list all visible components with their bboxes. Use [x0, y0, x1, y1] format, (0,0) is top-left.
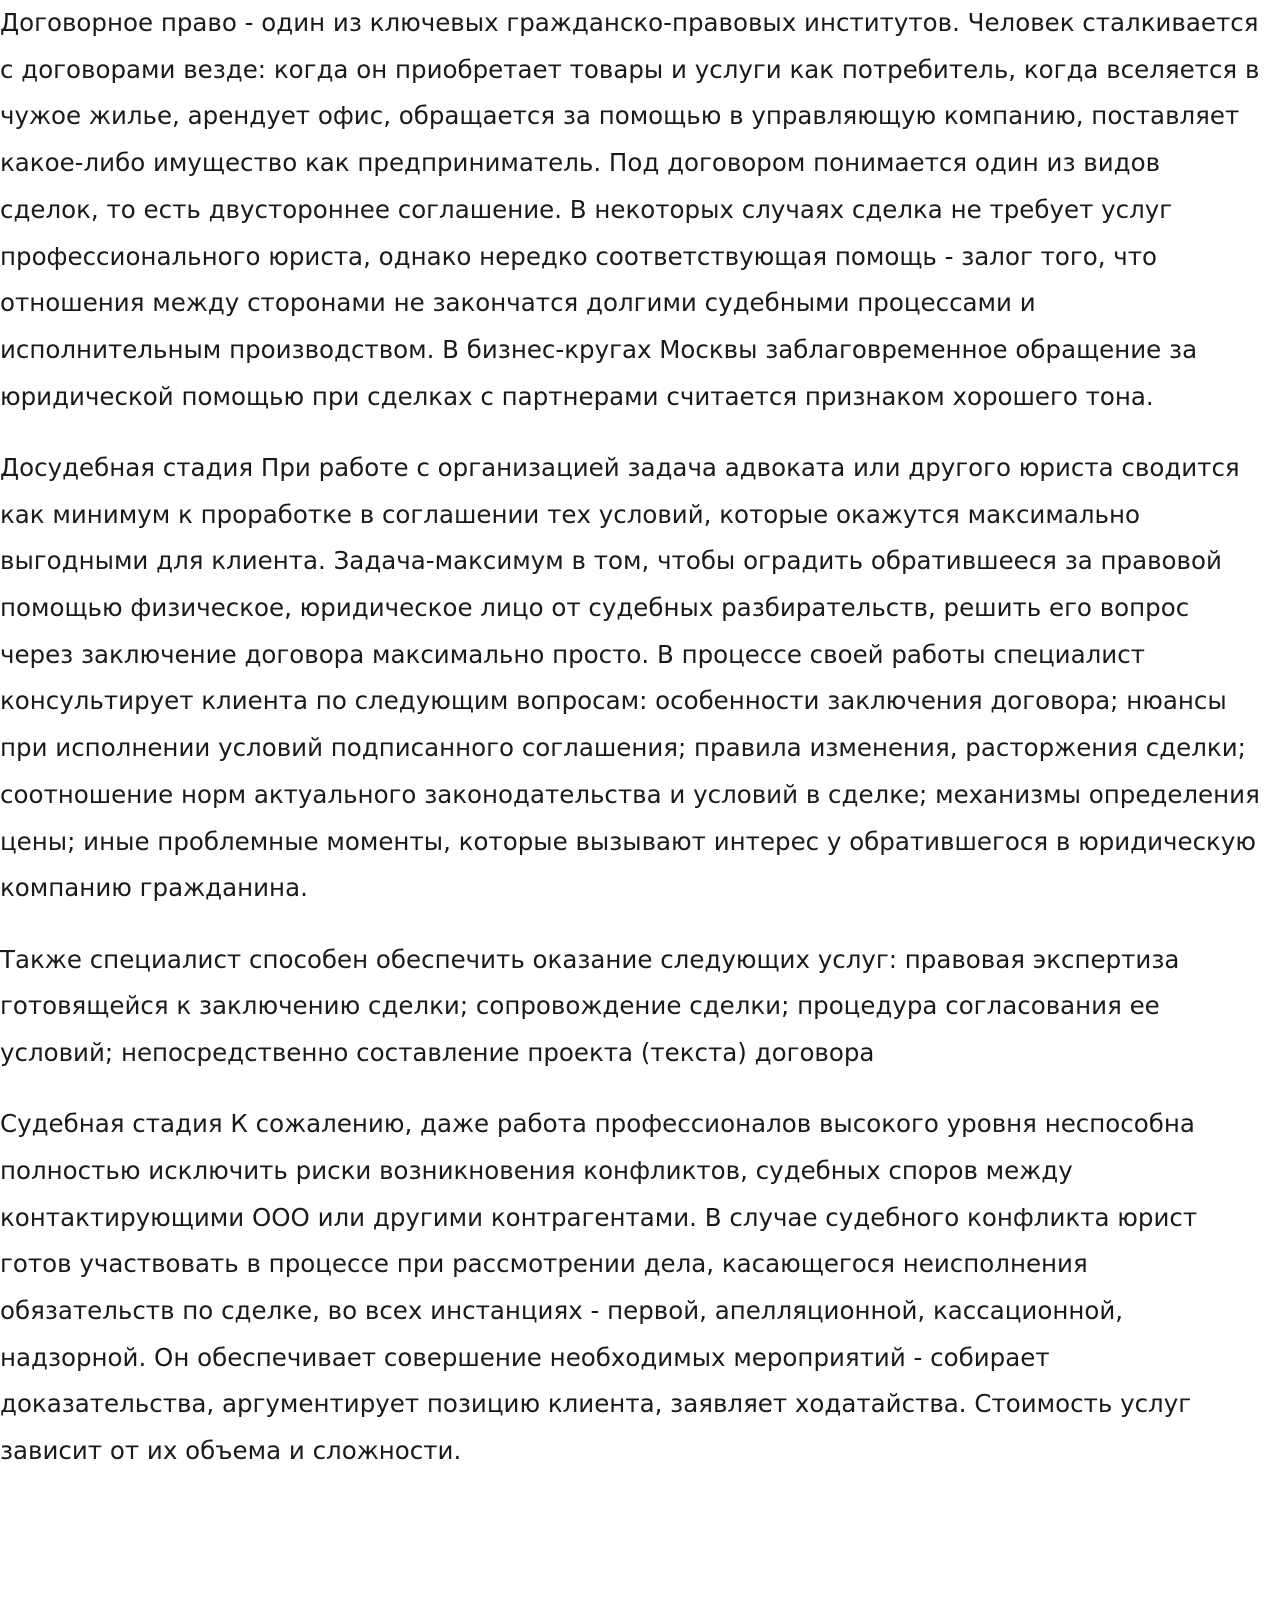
paragraph-contract-law-intro: Договорное право - один из ключевых гражданско-правовых институтов. Человек сталкивается с договорами везде: когда он приобретает товары и услуги как потребитель, когда вселяется в чужое жилье, арендует офис, обращается за помощью в управляющую компанию, поставляет какое-либо имущество как предприниматель. Под договором понимается один из видов сделок, то есть двустороннее соглашение. В некоторых случаях сделка не требует услуг профессионального юриста, однако нередко соответствующая помощь - залог того, что отношения между сторонами не закончатся долгими судебными процессами и исполнительным производством. В бизнес-кругах Москвы заблаговременное обращение за юридической помощью при сделках с партнерами считается признаком хорошего тона. — [0, 8, 1260, 411]
paragraph-pretrial-stage: Досудебная стадия При работе с организацией задача адвоката или другого юриста сводится как минимум к проработке в соглашении тех условий, которые окажутся максимально выгодными для клиента. Задача-максимум в том, чтобы оградить обратившееся за правовой помощью физическое, юридическое лицо от судебных разбирательств, решить его вопрос через заключение договора максимально просто. В процессе своей работы специалист консультирует клиента по следующим вопросам: особенности заключения договора; нюансы при исполнении условий подписанного соглашения; правила изменения, расторжения сделки; соотношение норм актуального законодательства и условий в сделке; механизмы определения цены; иные проблемные моменты, которые вызывают интерес у обратившегося в юридическую компанию гражданина. — [0, 452, 1260, 903]
paragraph-additional-services: Также специалист способен обеспечить оказание следующих услуг: правовая экспертиза готовящейся к заключению сделки; сопровождение сделки; процедура согласования ее условий; непосредственно составление проекта (текста) договора — [0, 944, 1180, 1067]
paragraph-judicial-stage: Судебная стадия К сожалению, даже работа профессионалов высокого уровня неспособна полностью исключить риски возникновения конфликтов, судебных споров между контактирующими ООО или другими контрагентами. В случае судебного конфликта юрист готов участвовать в процессе при рассмотрении дела, касающегося неисполнения обязательств по сделке, во всех инстанциях - первой, апелляционной, кассационной, надзорной. Он обеспечивает совершение необходимых мероприятий - собирает доказательства, аргументирует позицию клиента, заявляет ходатайства. Стоимость услуг зависит от их объема и сложности. — [0, 1109, 1198, 1466]
